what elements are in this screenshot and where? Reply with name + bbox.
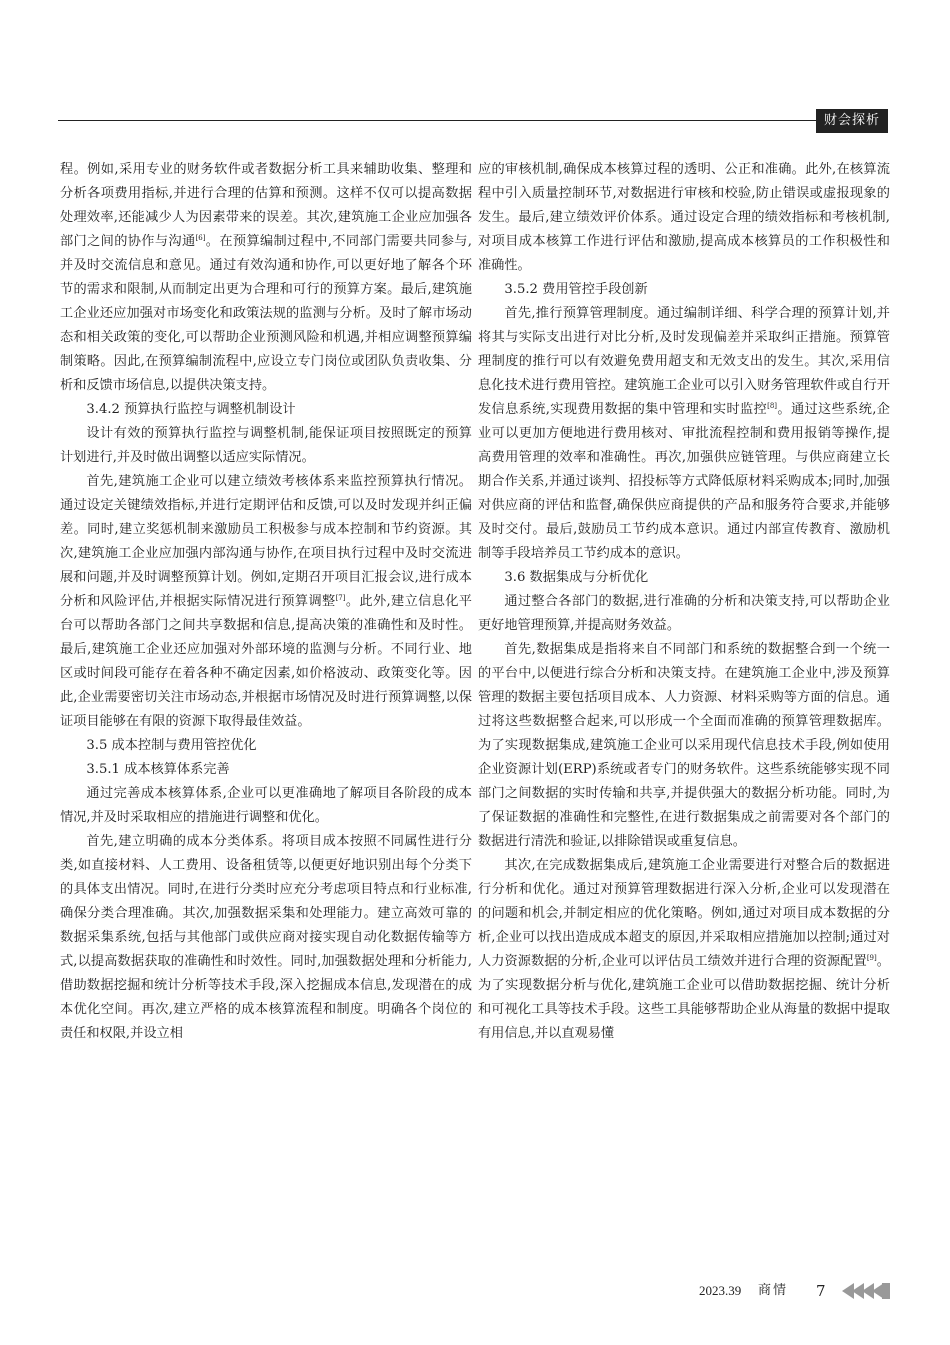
section-heading: 3.6 数据集成与分析优化 <box>504 570 649 585</box>
header-rule <box>58 120 888 121</box>
paragraph: 首先,建筑施工企业可以建立绩效考核体系来监控预算执行情况。通过设定关键绩效指标,并进行定期评估和反馈,可以及时发现并纠正偏差。同时,建立奖惩机制来激励员工积极参与成本控制和节约资源。其次,建筑施工企业应加强内部沟通与协作,在项目执行过程中及时交流进展和问题,并及时调整预算计划。例如,定期召开项目汇报会议,进行成本分析和风险评估,并根据实际情况进行预算调整[7]。此外,建立信息化平台可以帮助各部门之间共享数据和信息,提高决策的准确性和及时性。最后,建筑施工企业还应加强对外部环境的监测与分析。不同行业、地区或时间段可能存在着各种不确定因素,如价格波动、政策变化等。因此,企业需要密切关注市场动态,并根据市场情况及时进行预算调整,以保证项目能够在有限的资源下取得最佳效益。 <box>60 474 472 729</box>
paragraph: 通过整合各部门的数据,进行准确的分析和决策支持,可以帮助企业更好地管理预算,并提高财务效益。 <box>478 594 890 633</box>
paragraph: 程。例如,采用专业的财务软件或者数据分析工具来辅助收集、整理和分析各项费用指标,并进行合理的估算和预测。这样不仅可以提高数据处理效率,还能减少人为因素带来的误差。其次,建筑施工企业应加强各部门之间的协作与沟通[6]。在预算编制过程中,不同部门需要共同参与,并及时交流信息和意见。通过有效沟通和协作,可以更好地了解各个环节的需求和限制,从而制定出更为合理和可行的预算方案。最后,建筑施工企业还应加强对市场变化和政策法规的监测与分析。及时了解市场动态和相关政策的变化,可以帮助企业预测风险和机遇,并相应调整预算编制策略。因此,在预算编制流程中,应设立专门岗位或团队负责收集、分析和反馈市场信息,以提供决策支持。 <box>60 162 473 393</box>
paragraph: 其次,在完成数据集成后,建筑施工企业需要进行对整合后的数据进行分析和优化。通过对预算管理数据进行深入分析,企业可以发现潜在的问题和机会,并制定相应的优化策略。例如,通过对项目成本数据的分析,企业可以找出造成成本超支的原因,并采取相应措施加以控制;通过对人力资源数据的分析,企业可以评估员工绩效并进行合理的资源配置[9]。为了实现数据分析与优化,建筑施工企业可以借助数据挖掘、统计分析和可视化工具等技术手段。这些工具能够帮助企业从海量的数据中提取有用信息,并以直观易懂 <box>478 858 890 1041</box>
paragraph: 设计有效的预算执行监控与调整机制,能保证项目按照既定的预算计划进行,并及时做出调整以适应实际情况。 <box>60 426 472 465</box>
page-number: 7 <box>816 1282 826 1300</box>
paragraph: 通过完善成本核算体系,企业可以更准确地了解项目各阶段的成本情况,并及时采取相应的措施进行调整和优化。 <box>60 786 472 825</box>
section-heading: 3.4.2 预算执行监控与调整机制设计 <box>86 402 296 417</box>
left-column <box>60 158 472 1046</box>
section-tag: 财会探析 <box>816 109 888 133</box>
paragraph: 首先,建立明确的成本分类体系。将项目成本按照不同属性进行分类,如直接材料、人工费用、设备租赁等,以便更好地识别出每个分类下的具体支出情况。同时,在进行分类时应充分考虑项目特点和行业标准,确保分类合理准确。其次,加强数据采集和处理能力。建立高效可靠的数据采集系统,包括与其他部门或供应商对接实现自动化数据传输等方式,以提高数据获取的准确性和时效性。同时,加强数据处理和分析能力,借助数据挖掘和统计分析等技术手段,深入挖掘成本信息,发现潜在的成本优化空间。再次,建立严格的成本核算流程和制度。明确各个岗位的责任和权限,并设立相 <box>60 834 472 1041</box>
issue-number: 2023.39 <box>699 1283 742 1298</box>
paragraph: 首先,数据集成是指将来自不同部门和系统的数据整合到一个统一的平台中,以便进行综合分析和决策支持。在建筑施工企业中,涉及预算管理的数据主要包括项目成本、人力资源、材料采购等方面的信息。通过将这些数据整合起来,可以形成一个全面而准确的预算管理数据库。为了实现数据集成,建筑施工企业可以采用现代信息技术手段,例如使用企业资源计划(ERP)系统或者专门的财务软件。这些系统能够实现不同部门之间数据的实时传输和共享,并提供强大的数据分析功能。同时,为了保证数据的准确性和完整性,在进行数据集成之前需要对各个部门的数据进行清洗和验证,以排除错误或重复信息。 <box>478 642 890 849</box>
decorative-arrows-icon <box>840 1281 892 1301</box>
section-heading: 3.5 成本控制与费用管控优化 <box>86 738 257 753</box>
page-footer <box>0 1279 950 1303</box>
paragraph: 首先,推行预算管理制度。通过编制详细、科学合理的预算计划,并将其与实际支出进行对比分析,及时发现偏差并采取纠正措施。预算管理制度的推行可以有效避免费用超支和无效支出的发生。其次,采用信息化技术进行费用管控。建筑施工企业可以引入财务管理软件或自行开发信息系统,实现费用数据的集中管理和实时监控[8]。通过这些系统,企业可以更加方便地进行费用核对、审批流程控制和费用报销等操作,提高费用管理的效率和准确性。再次,加强供应链管理。与供应商建立长期合作关系,并通过谈判、招投标等方式降低原材料采购成本;同时,加强对供应商的评估和监督,确保供应商提供的产品和服务符合要求,并能够及时交付。最后,鼓励员工节约成本意识。通过内部宣传教育、激励机制等手段培养员工节约成本的意识。 <box>478 306 890 561</box>
paragraph: 应的审核机制,确保成本核算过程的透明、公正和准确。此外,在核算流程中引入质量控制环节,对数据进行审核和校验,防止错误或虚报现象的发生。最后,建立绩效评价体系。通过设定合理的绩效指标和考核机制,对项目成本核算工作进行评估和激励,提高成本核算员的工作积极性和准确性。 <box>478 162 890 273</box>
section-heading: 3.5.1 成本核算体系完善 <box>86 762 230 777</box>
section-heading: 3.5.2 费用管控手段创新 <box>504 282 648 297</box>
citation-ref: [6] <box>195 234 206 242</box>
journal-name: 商情 <box>758 1283 789 1298</box>
citation-ref: [7] <box>335 594 346 602</box>
right-column <box>478 158 890 1046</box>
citation-ref: [9] <box>866 954 877 962</box>
citation-ref: [8] <box>767 402 778 410</box>
